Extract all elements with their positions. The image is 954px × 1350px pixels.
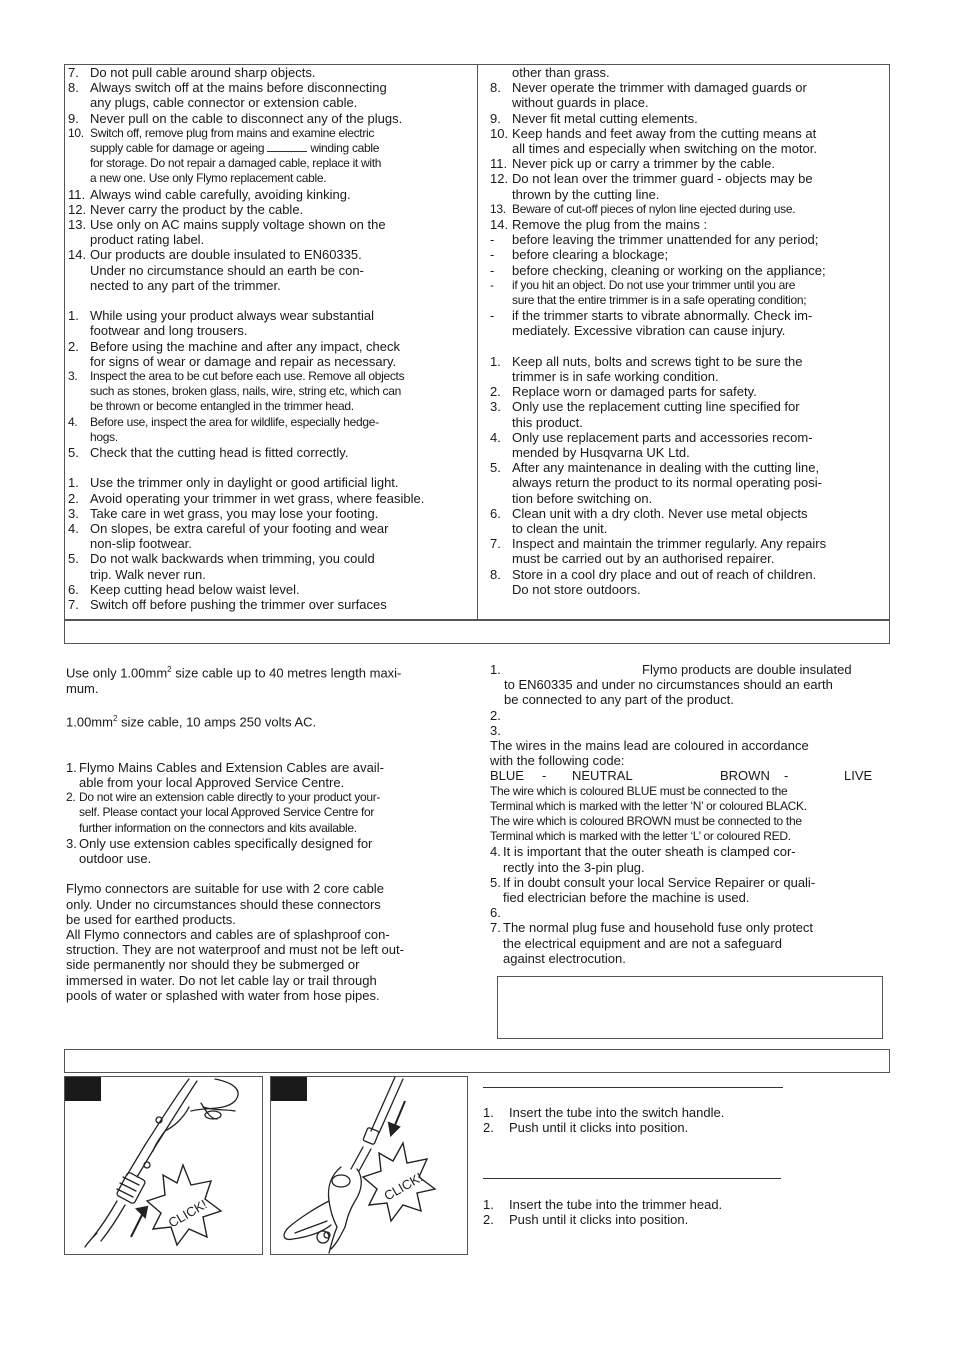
list-item: 1. Flymo Mains Cables and Extension Cables are avail- [66, 759, 384, 775]
list-item: without guards in place. [512, 95, 649, 111]
list-item: product rating label. [90, 232, 205, 248]
safety-column-divider [477, 64, 478, 620]
list-item: - before leaving the trimmer unattended for any period; [490, 232, 819, 248]
plug-item-3: 3. [490, 722, 501, 738]
click-starburst-a [147, 1165, 221, 1245]
cable-size-paragraph: Use only $1.00mm^2$ size cable up to 40 metres length maxi- [66, 665, 402, 681]
list-item: 1. Keep all nuts, bolts and screws tight to be sure the [490, 353, 803, 369]
assembly-step-a [483, 1105, 863, 1135]
list-item: 5. If in doubt consult your local Service Repairer or quali- [490, 874, 816, 890]
cable-rating-text: $1.00mm^2$ size cable, 10 amps 250 volts AC. [66, 713, 317, 730]
list-item: 2. Before using the machine and after any impact, check [68, 338, 401, 354]
list-item: 7. The normal plug fuse and household fuse only protect [490, 920, 814, 936]
cable-size-paragraph-cont: mum. [66, 680, 99, 696]
plug-items-4-7 [490, 844, 890, 966]
list-item: this product. [512, 414, 583, 430]
list-item: 14. Our products are double insulated to EN60335. [68, 247, 362, 263]
list-item: 10. Switch off, remove plug from mains and examine electric [68, 125, 375, 140]
list-item: hogs. [90, 429, 118, 444]
list-item: 3. Only use the replacement cutting line specified for [490, 399, 800, 415]
list-item: 6. [490, 905, 501, 921]
figure-b-tag [271, 1077, 307, 1101]
figure-b-drawing [271, 1077, 468, 1255]
list-item: trimmer is in safe working condition. [512, 369, 719, 385]
list-item: 12. Never carry the product by the cable. [68, 201, 304, 217]
list-item: 8. Store in a cool dry place and out of reach of children. [490, 566, 817, 582]
list-item: 8. Never operate the trimmer with damaged guards or [490, 80, 807, 96]
list-item: 5. Do not walk backwards when trimming, you could [68, 551, 375, 567]
electrical-section-header-bar [64, 620, 890, 644]
list-item: able from your local Approved Service Centre. [79, 775, 345, 791]
assembly-step-b-rule [483, 1178, 781, 1179]
list-item: any plugs, cable connector or extension cable. [90, 95, 358, 111]
list-spacer [68, 293, 468, 308]
list-item: 7. Do not pull cable around sharp objects. [68, 65, 316, 80]
list-item: non-slip footwear. [90, 536, 192, 552]
plug-item-1-cont: to EN60335 and under no circumstances should an earth be connected to any part of the product. [504, 677, 833, 708]
connectors-line: be used for earthed products. [66, 911, 236, 927]
figure-b-trimmer-head [270, 1076, 468, 1255]
list-item: 12. Do not lean over the trimmer guard - objects may be [490, 171, 813, 187]
list-item: 4. Before use, inspect the area for wildlife, especially hedge- [68, 414, 379, 429]
wire-connection-text: The wire which is coloured BLUE must be connected to the Terminal which is marked with the letter ‘N’ or coloured BLACK. The wire which is coloured BROWN must be connected to the Terminal which is marked with the letter ‘L’ or coloured RED. [490, 783, 807, 844]
list-item: rectly into the 3-pin plug. [503, 859, 645, 875]
colour-code-row: BLUE - NEUTRAL BROWN - LIVE [490, 768, 873, 784]
connectors-line: pools of water or splashed with water from hose pipes. [66, 987, 380, 1003]
live-label: LIVE [844, 768, 873, 784]
list-item: 3. Take care in wet grass, you may lose your footing. [68, 505, 379, 521]
list-item: outdoor use. [79, 851, 152, 867]
list-item: a new one. Use only Flymo replacement cable. [90, 171, 327, 186]
list-item: 3. Inspect the area to be cut before each use. Remove all objects [68, 369, 405, 384]
list-item: for storage. Do not repair a damaged cable, replace it with [90, 156, 382, 171]
safety-instructions-right [490, 65, 886, 597]
list-item: be thrown or become entangled in the trimmer head. [90, 399, 354, 414]
assembly-step-a-item: 2. Push until it clicks into position. [483, 1120, 689, 1136]
list-item: - before checking, cleaning or working on the appliance; [490, 262, 826, 278]
list-item: 7. Switch off before pushing the trimmer over surfaces [68, 597, 387, 613]
assembly-step-a-item: 1. Insert the tube into the switch handle. [483, 1105, 725, 1120]
list-item: mended by Husqvarna UK Ltd. [512, 445, 690, 461]
list-item: sure that the entire trimmer is in a safe operating condition; [512, 293, 807, 308]
list-item: 6. Keep cutting head below waist level. [68, 581, 300, 597]
list-item: 6. Clean unit with a dry cloth. Never use metal objects [490, 505, 808, 521]
list-item: 11. Always wind cable carefully, avoiding kinking. [68, 186, 351, 202]
neutral-label: NEUTRAL [572, 768, 633, 784]
list-item: 5. Check that the cutting head is fitted correctly. [68, 445, 349, 461]
list-item: - if the trimmer starts to vibrate abnormally. Check im- [490, 308, 813, 324]
figure-a-switch-handle [64, 1076, 263, 1255]
list-item: 3. Only use extension cables specifically designed for [66, 835, 373, 851]
list-item: footwear and long trousers. [90, 323, 248, 339]
list-item: 9. Never pull on the cable to disconnect any of the plugs. [68, 110, 403, 126]
list-item: Under no circumstance should an earth be con- [90, 262, 364, 278]
list-item: 4. Only use replacement parts and accessories recom- [490, 429, 813, 445]
list-item: supply cable for damage or ageing winding cable [90, 141, 380, 156]
list-item: all times and especially when switching on the motor. [512, 141, 817, 157]
list-item: tion before switching on. [512, 490, 653, 506]
list-item: must be carried out by an authorised repairer. [512, 551, 775, 567]
list-item: 13. Use only on AC mains supply voltage shown on the [68, 217, 386, 233]
list-item: 1. Use the trimmer only in daylight or good artificial light. [68, 475, 399, 491]
connectors-line: Flymo connectors are suitable for use with 2 core cable [66, 881, 384, 897]
figure-a-tag [65, 1077, 101, 1101]
blue-label: BLUE [490, 768, 524, 784]
list-item: thrown by the cutting line. [512, 186, 660, 202]
brown-label: BROWN [720, 768, 770, 784]
list-item: 13. Beware of cut-off pieces of nylon line ejected during use. [490, 201, 796, 216]
list-item: mediately. Excessive vibration can cause injury. [512, 323, 786, 339]
assembly-step-a-rule [483, 1087, 783, 1088]
list-item: 4. On slopes, be extra careful of your footing and wear [68, 521, 389, 537]
list-item: 2. Replace worn or damaged parts for safety. [490, 384, 757, 400]
list-item: 7. Inspect and maintain the trimmer regularly. Any repairs [490, 536, 827, 552]
assembly-section-header-bar [64, 1049, 890, 1073]
list-item: 8. Always switch off at the mains before disconnecting [68, 80, 387, 96]
list-item: 14. Remove the plug from the mains : [490, 217, 708, 233]
list-item: 11. Never pick up or carry a trimmer by the cable. [490, 156, 775, 172]
list-item: - before clearing a blockage; [490, 247, 669, 263]
safety-instructions-left [68, 65, 468, 612]
list-item: 4. It is important that the outer sheath is clamped cor- [490, 844, 796, 860]
list-item: such as stones, broken glass, nails, wire, string etc, which can [90, 384, 401, 399]
list-item: 2. Avoid operating your trimmer in wet grass, where feasible. [68, 490, 425, 506]
list-item: self. Please contact your local Approved Service Centre for [79, 805, 375, 820]
list-item: 10. Keep hands and feet away from the cutting means at [490, 125, 817, 141]
list-item: 9. Never fit metal cutting elements. [490, 110, 698, 126]
connectors-line: struction. They are not waterproof and must not be left out- [66, 942, 404, 958]
connectors-line: immersed in water. Do not let cable lay or trail through [66, 972, 377, 988]
list-spacer [490, 339, 886, 354]
list-spacer [68, 460, 468, 475]
list-item: fied electrician before the machine is used. [503, 890, 750, 906]
figure-a-drawing [65, 1077, 263, 1255]
extension-cable-list [66, 760, 471, 866]
list-item: other than grass. [512, 65, 610, 80]
click-label-a: CLICK! [165, 1196, 210, 1231]
list-item: always return the product to its normal operating posi- [512, 475, 822, 491]
colour-code-intro: The wires in the mains lead are coloured in accordance with the following code: [490, 738, 809, 769]
list-item: the electrical equipment and are not a safeguard [503, 935, 782, 951]
list-item: further information on the connectors and kits available. [79, 820, 357, 835]
list-item: for signs of wear or damage and repair as necessary. [90, 353, 397, 369]
connectors-line: only. Under no circumstances should these connectors [66, 896, 381, 912]
list-item: to clean the unit. [512, 521, 608, 537]
list-item: nected to any part of the trimmer. [90, 277, 281, 293]
list-item: 1. While using your product always wear substantial [68, 308, 374, 324]
connectors-line: side permanently nor should they be submerged or [66, 957, 360, 973]
list-item: 2. Do not wire an extension cable directly to your product your- [66, 790, 381, 805]
plug-item-2: 2. [490, 707, 501, 723]
assembly-step-b-item: 1. Insert the tube into the trimmer head. [483, 1197, 723, 1212]
assembly-step-b-item: 2. Push until it clicks into position. [483, 1212, 689, 1228]
electrical-left-column [66, 662, 471, 1003]
connectors-line: All Flymo connectors and cables are of splashproof con- [66, 927, 390, 943]
connectors-paragraph [66, 881, 471, 1003]
list-item: against electrocution. [503, 950, 626, 966]
click-label-b: CLICK! [381, 1169, 426, 1204]
list-item: - if you hit an object. Do not use your trimmer until you are [490, 277, 796, 292]
plug-item-1: 1. Flymo products are double insulated [490, 662, 852, 677]
list-item: 5. After any maintenance in dealing with the cutting line, [490, 460, 820, 476]
list-item: Do not store outdoors. [512, 581, 641, 597]
electrical-right-column [490, 662, 890, 966]
list-item: trip. Walk never run. [90, 566, 206, 582]
warning-box [497, 976, 883, 1039]
assembly-step-b [483, 1197, 863, 1227]
